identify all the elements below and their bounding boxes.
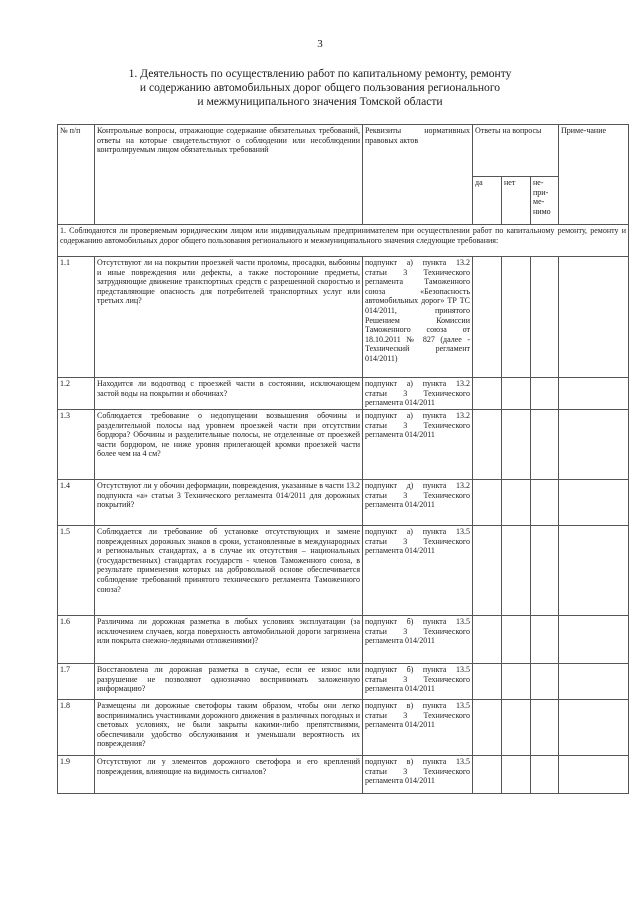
- row-question: Отсутствуют ли на покрытии проезжей части проломы, просадки, выбоины и иные повреждения или дефекты, а также посторонние предметы, затрудняющие движение транспортных средств с разрешенной скоростью и представляющие опасность для потребителей транспортных услуг или третьих лиц?: [95, 257, 363, 378]
- table-row: [58, 616, 629, 664]
- row-legal-act: подпункт а) пункта 13.2 статьи 3 Технического регламента 014/2011: [363, 410, 473, 480]
- table-row: [58, 480, 629, 526]
- answer-yes-cell[interactable]: [473, 616, 502, 664]
- row-number: 1.5: [58, 526, 95, 616]
- answer-na-cell[interactable]: [531, 257, 559, 378]
- row-question: Находится ли водоотвод с проезжей части в состоянии, исключающем застой воды на покрытии и обочинах?: [95, 378, 363, 410]
- note-cell[interactable]: [559, 257, 629, 378]
- note-cell[interactable]: [559, 700, 629, 756]
- row-question: Восстановлена ли дорожная разметка в случае, если ее износ или разрушение не позволяют однозначно воспринимать заложенную информацию?: [95, 664, 363, 700]
- row-legal-act: подпункт д) пункта 13.2 статьи 3 Технического регламента 014/2011: [363, 480, 473, 526]
- answer-na-cell[interactable]: [531, 664, 559, 700]
- header-num: № п/п: [58, 125, 95, 225]
- header-row: [58, 125, 629, 177]
- header-answers: Ответы на вопросы: [473, 125, 559, 177]
- row-number: 1.8: [58, 700, 95, 756]
- row-number: 1.6: [58, 616, 95, 664]
- note-cell[interactable]: [559, 616, 629, 664]
- answer-yes-cell[interactable]: [473, 700, 502, 756]
- answer-no-cell[interactable]: [502, 378, 531, 410]
- row-question: Соблюдается требование о недопущении возвышения обочины и разделительной полосы над уровнем проезжей части при отсутствии бордюра? Обочины и разделительные полосы, не отделенные от проезжей части бордюром, не ниже уровня прилегающей кромки проезжей части более чем на 4 см?: [95, 410, 363, 480]
- page-number: 3: [317, 38, 323, 50]
- answer-no-cell[interactable]: [502, 410, 531, 480]
- row-number: 1.1: [58, 257, 95, 378]
- row-question: Соблюдается ли требование об установке отсутствующих и замене поврежденных дорожных знаков в сроки, установленные в международных и региональных стандартах, а в случае их отсутствия – национальных (государственных) стандартах государств - членов Таможенного союза, в результате применения которых на добровольной основе обеспечивается соблюдение требований принятого технического регламента Таможенного союза?: [95, 526, 363, 616]
- row-legal-act: подпункт б) пункта 13.5 статьи 3 Технического регламента 014/2011: [363, 616, 473, 664]
- table-row: [58, 257, 629, 378]
- row-legal-act: подпункт а) пункта 13.5 статьи 3 Технического регламента 014/2011: [363, 526, 473, 616]
- row-question: Различима ли дорожная разметка в любых условиях эксплуатации (за исключением случаев, когда поверхность автомобильной дороги загрязнена или покрыта снежно-ледяными отложениями)?: [95, 616, 363, 664]
- row-question: Отсутствуют ли у элементов дорожного светофора и его креплений повреждения, влияющие на видимость сигналов?: [95, 756, 363, 794]
- table-row: [58, 526, 629, 616]
- row-number: 1.2: [58, 378, 95, 410]
- note-cell[interactable]: [559, 480, 629, 526]
- note-cell[interactable]: [559, 664, 629, 700]
- header-acts: Реквизиты нормативных правовых актов: [363, 125, 473, 225]
- row-number: 1.3: [58, 410, 95, 480]
- answer-na-cell[interactable]: [531, 700, 559, 756]
- title-line-2: и содержанию автомобильных дорог общего пользования регионального: [139, 81, 501, 94]
- answer-yes-cell[interactable]: [473, 410, 502, 480]
- answer-na-cell[interactable]: [531, 378, 559, 410]
- answer-yes-cell[interactable]: [473, 756, 502, 794]
- title-line-3: и межмуниципального значения Томской области: [197, 95, 443, 108]
- answer-no-cell[interactable]: [502, 756, 531, 794]
- answer-na-cell[interactable]: [531, 526, 559, 616]
- answer-yes-cell[interactable]: [473, 664, 502, 700]
- answer-yes-cell[interactable]: [473, 480, 502, 526]
- answer-na-cell[interactable]: [531, 410, 559, 480]
- note-cell[interactable]: [559, 378, 629, 410]
- row-legal-act: подпункт а) пункта 13.2 статьи 3 Технического регламента Таможенного союза «Безопасность автомобильных дорог» ТР ТС 014/2011, принятого Решением Комиссии Таможенного союза от 18.10.2011 № 827 (далее - Технический регламент 014/2011): [363, 257, 473, 378]
- answer-na-cell[interactable]: [531, 480, 559, 526]
- checklist-table: [57, 124, 629, 794]
- table-row: [58, 664, 629, 700]
- table-row: [58, 410, 629, 480]
- document-title: [95, 67, 545, 109]
- row-question: Отсутствуют ли у обочин деформации, повреждения, указанные в части 13.2 подпункта «а» статьи 3 Технического регламента 014/2011 для дорожных покрытий?: [95, 480, 363, 526]
- table-row: [58, 378, 629, 410]
- table-row: [58, 700, 629, 756]
- row-legal-act: подпункт б) пункта 13.5 статьи 3 Технического регламента 014/2011: [363, 664, 473, 700]
- note-cell[interactable]: [559, 756, 629, 794]
- note-cell[interactable]: [559, 410, 629, 480]
- header-questions: Контрольные вопросы, отражающие содержание обязательных требований, ответы на которые свидетельствуют о соблюдении или несоблюдении контролируемым лицом обязательных требований: [95, 125, 363, 225]
- row-number: 1.4: [58, 480, 95, 526]
- header-na: не-при-ме-нимо: [531, 177, 559, 225]
- answer-no-cell[interactable]: [502, 616, 531, 664]
- answer-na-cell[interactable]: [531, 616, 559, 664]
- header-notes: Приме-чание: [559, 125, 629, 225]
- row-question: Размещены ли дорожные светофоры таким образом, чтобы они легко воспринимались участниками дорожного движения в различных погодных и световых условиях, не были закрыты какими-либо препятствиями, обеспечивали удобство обслуживания и уменьшали вероятность их повреждения?: [95, 700, 363, 756]
- note-cell[interactable]: [559, 526, 629, 616]
- header-no: нет: [502, 177, 531, 225]
- answer-yes-cell[interactable]: [473, 378, 502, 410]
- answer-no-cell[interactable]: [502, 257, 531, 378]
- answer-no-cell[interactable]: [502, 480, 531, 526]
- row-legal-act: подпункт в) пункта 13.5 статьи 3 Технического регламента 014/2011: [363, 756, 473, 794]
- row-legal-act: подпункт а) пункта 13.2 статьи 3 Технического регламента 014/2011: [363, 378, 473, 410]
- section-title: 1. Соблюдаются ли проверяемым юридическим лицом или индивидуальным предпринимателем при осуществлении работ по капитальному ремонту, ремонту и содержанию автомобильных дорог общего пользования регионального и межмуниципального значения следующие требования:: [58, 225, 629, 257]
- table-row: [58, 756, 629, 794]
- row-number: 1.9: [58, 756, 95, 794]
- answer-no-cell[interactable]: [502, 700, 531, 756]
- header-yes: да: [473, 177, 502, 225]
- section-row: [58, 225, 629, 257]
- answer-yes-cell[interactable]: [473, 257, 502, 378]
- answer-no-cell[interactable]: [502, 664, 531, 700]
- answer-no-cell[interactable]: [502, 526, 531, 616]
- row-number: 1.7: [58, 664, 95, 700]
- answer-na-cell[interactable]: [531, 756, 559, 794]
- title-line-1: 1. Деятельность по осуществлению работ по капитальному ремонту, ремонту: [128, 67, 512, 80]
- answer-yes-cell[interactable]: [473, 526, 502, 616]
- row-legal-act: подпункт в) пункта 13.5 статьи 3 Технического регламента 014/2011: [363, 700, 473, 756]
